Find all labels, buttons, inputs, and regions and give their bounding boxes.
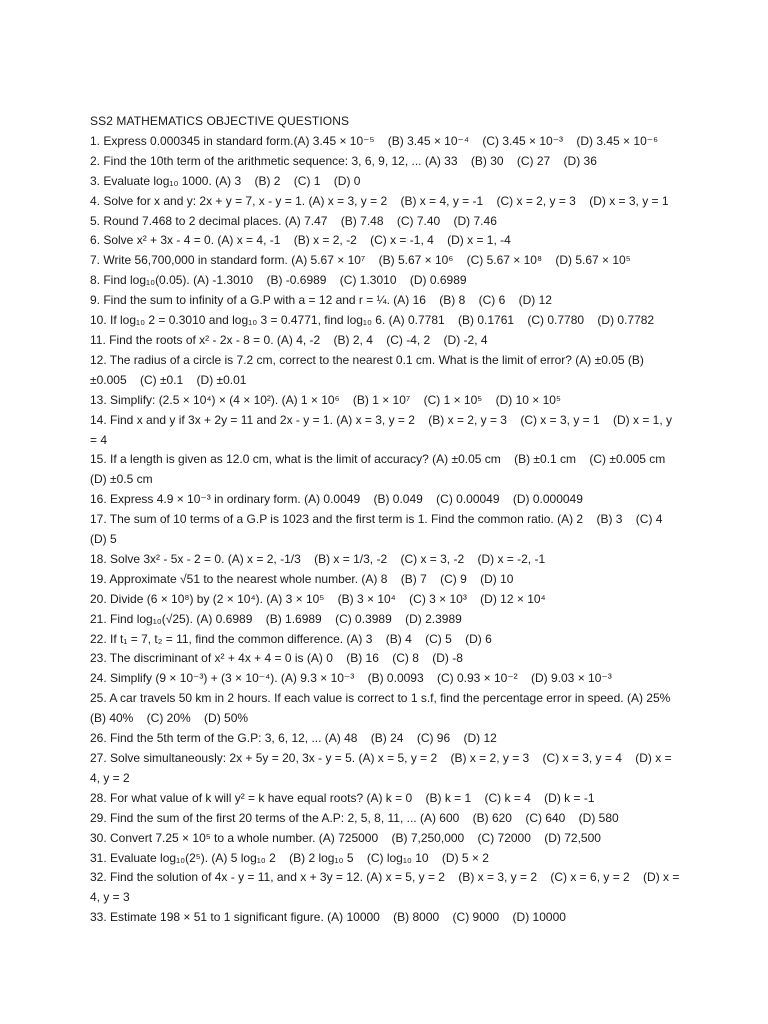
question-2: 2. Find the 10th term of the arithmetic sequence: 3, 6, 9, 12, ... (A) 33 (B) 30 (C) 27 (D) 36 — [90, 153, 597, 168]
question-11: 11. Find the roots of x² - 2x - 8 = 0. (A) 4, -2 (B) 2, 4 (C) -4, 2 (D) -2, 4 — [90, 332, 488, 347]
question-15: 15. If a length is given as 12.0 cm, what is the limit of accuracy? (A) ±0.05 cm (B) ±0.1 cm (C) ±0.005 cm (D) ±0.5 cm — [90, 452, 679, 487]
document-body — [90, 112, 682, 928]
question-3: 3. Evaluate log₁₀ 1000. (A) 3 (B) 2 (C) 1 (D) 0 — [90, 173, 361, 188]
question-24: 24. Simplify (9 × 10⁻³) + (3 × 10⁻⁴). (A) 9.3 × 10⁻³ (B) 0.0093 (C) 0.93 × 10⁻² (D) 9.03 × 10⁻³ — [90, 671, 612, 686]
question-33: 33. Estimate 198 × 51 to 1 significant figure. (A) 10000 (B) 8000 (C) 9000 (D) 10000 — [90, 910, 566, 925]
question-10: 10. If log₁₀ 2 = 0.3010 and log₁₀ 3 = 0.4771, find log₁₀ 6. (A) 0.7781 (B) 0.1761 (C) 0.7780 (D) 0.7782 — [90, 313, 655, 328]
question-9: 9. Find the sum to infinity of a G.P with a = 12 and r = ¼. (A) 16 (B) 8 (C) 6 (D) 12 — [90, 293, 552, 308]
question-7: 7. Write 56,700,000 in standard form. (A) 5.67 × 10⁷ (B) 5.67 × 10⁶ (C) 5.67 × 10⁸ (D) 5.67 × 10⁵ — [90, 253, 631, 268]
question-14: 14. Find x and y if 3x + 2y = 11 and 2x - y = 1. (A) x = 3, y = 2 (B) x = 2, y = 3 (C) x = 3, y = 1 (D) x = 1, y = 4 — [90, 412, 676, 447]
question-28: 28. For what value of k will y² = k have equal roots? (A) k = 0 (B) k = 1 (C) k = 4 (D) k = -1 — [90, 790, 595, 805]
question-1: 1. Express 0.000345 in standard form.(A) 3.45 × 10⁻⁵ (B) 3.45 × 10⁻⁴ (C) 3.45 × 10⁻³ (D) 3.45 × 10⁻⁶ — [90, 133, 659, 148]
question-29: 29. Find the sum of the first 20 terms of the A.P: 2, 5, 8, 11, ... (A) 600 (B) 620 (C) 640 (D) 580 — [90, 810, 619, 825]
question-30: 30. Convert 7.25 × 10⁵ to a whole number. (A) 725000 (B) 7,250,000 (C) 72000 (D) 72,500 — [90, 830, 601, 845]
question-31: 31. Evaluate log₁₀(2⁵). (A) 5 log₁₀ 2 (B) 2 log₁₀ 5 (C) log₁₀ 10 (D) 5 × 2 — [90, 850, 489, 865]
document-title: SS2 MATHEMATICS OBJECTIVE QUESTIONS — [90, 114, 350, 128]
question-12: 12. The radius of a circle is 7.2 cm, correct to the nearest 0.1 cm. What is the limit of error? (A) ±0.05 (B) ±0.005 (C) ±0.1 (D) ±0.01 — [90, 352, 648, 387]
question-22: 22. If t₁ = 7, t₂ = 11, find the common difference. (A) 3 (B) 4 (C) 5 (D) 6 — [90, 631, 492, 646]
question-26: 26. Find the 5th term of the G.P: 3, 6, 12, ... (A) 48 (B) 24 (C) 96 (D) 12 — [90, 731, 497, 746]
question-23: 23. The discriminant of x² + 4x + 4 = 0 is (A) 0 (B) 16 (C) 8 (D) -8 — [90, 651, 463, 666]
question-25: 25. A car travels 50 km in 2 hours. If each value is correct to 1 s.f, find the percentage error in speed. (A) 25% (B) 40% (C) 20% (D) 50% — [90, 691, 684, 726]
question-27: 27. Solve simultaneously: 2x + 5y = 20, 3x - y = 5. (A) x = 5, y = 2 (B) x = 2, y = 3 (C) x = 3, y = 4 (D) x = 4, y = 2 — [90, 751, 675, 785]
question-8: 8. Find log₁₀(0.05). (A) -1.3010 (B) -0.6989 (C) 1.3010 (D) 0.6989 — [90, 273, 467, 288]
question-32: 32. Find the solution of 4x - y = 11, and x + 3y = 12. (A) x = 5, y = 2 (B) x = 3, y = 2 (C) x = 6, y = 2 (D) x = 4, y = 3 — [90, 870, 683, 905]
question-4: 4. Solve for x and y: 2x + y = 7, x - y = 1. (A) x = 3, y = 2 (B) x = 4, y = -1 (C) x = 2, y = 3 (D) x = 3, y = 1 — [90, 193, 669, 208]
question-20: 20. Divide (6 × 10⁸) by (2 × 10⁴). (A) 3 × 10⁵ (B) 3 × 10⁴ (C) 3 × 10³ (D) 12 × 10⁴ — [90, 591, 546, 606]
question-13: 13. Simplify: (2.5 × 10⁴) × (4 × 10²). (A) 1 × 10⁶ (B) 1 × 10⁷ (C) 1 × 10⁵ (D) 10 × 10⁵ — [90, 392, 561, 407]
question-16: 16. Express 4.9 × 10⁻³ in ordinary form. (A) 0.0049 (B) 0.049 (C) 0.00049 (D) 0.000049 — [90, 492, 583, 507]
question-18: 18. Solve 3x² - 5x - 2 = 0. (A) x = 2, -1/3 (B) x = 1/3, -2 (C) x = 3, -2 (D) x = -2, -1 — [90, 551, 546, 566]
question-19: 19. Approximate √51 to the nearest whole number. (A) 8 (B) 7 (C) 9 (D) 10 — [90, 571, 514, 586]
question-6: 6. Solve x² + 3x - 4 = 0. (A) x = 4, -1 (B) x = 2, -2 (C) x = -1, 4 (D) x = 1, -4 — [90, 233, 511, 248]
question-21: 21. Find log₁₀(√25). (A) 0.6989 (B) 1.6989 (C) 0.3989 (D) 2.3989 — [90, 611, 462, 626]
question-5: 5. Round 7.468 to 2 decimal places. (A) 7.47 (B) 7.48 (C) 7.40 (D) 7.46 — [90, 213, 497, 228]
question-17: 17. The sum of 10 terms of a G.P is 1023 and the first term is 1. Find the common ratio. (A) 2 (B) 3 (C) 4 (D) 5 — [90, 512, 676, 547]
